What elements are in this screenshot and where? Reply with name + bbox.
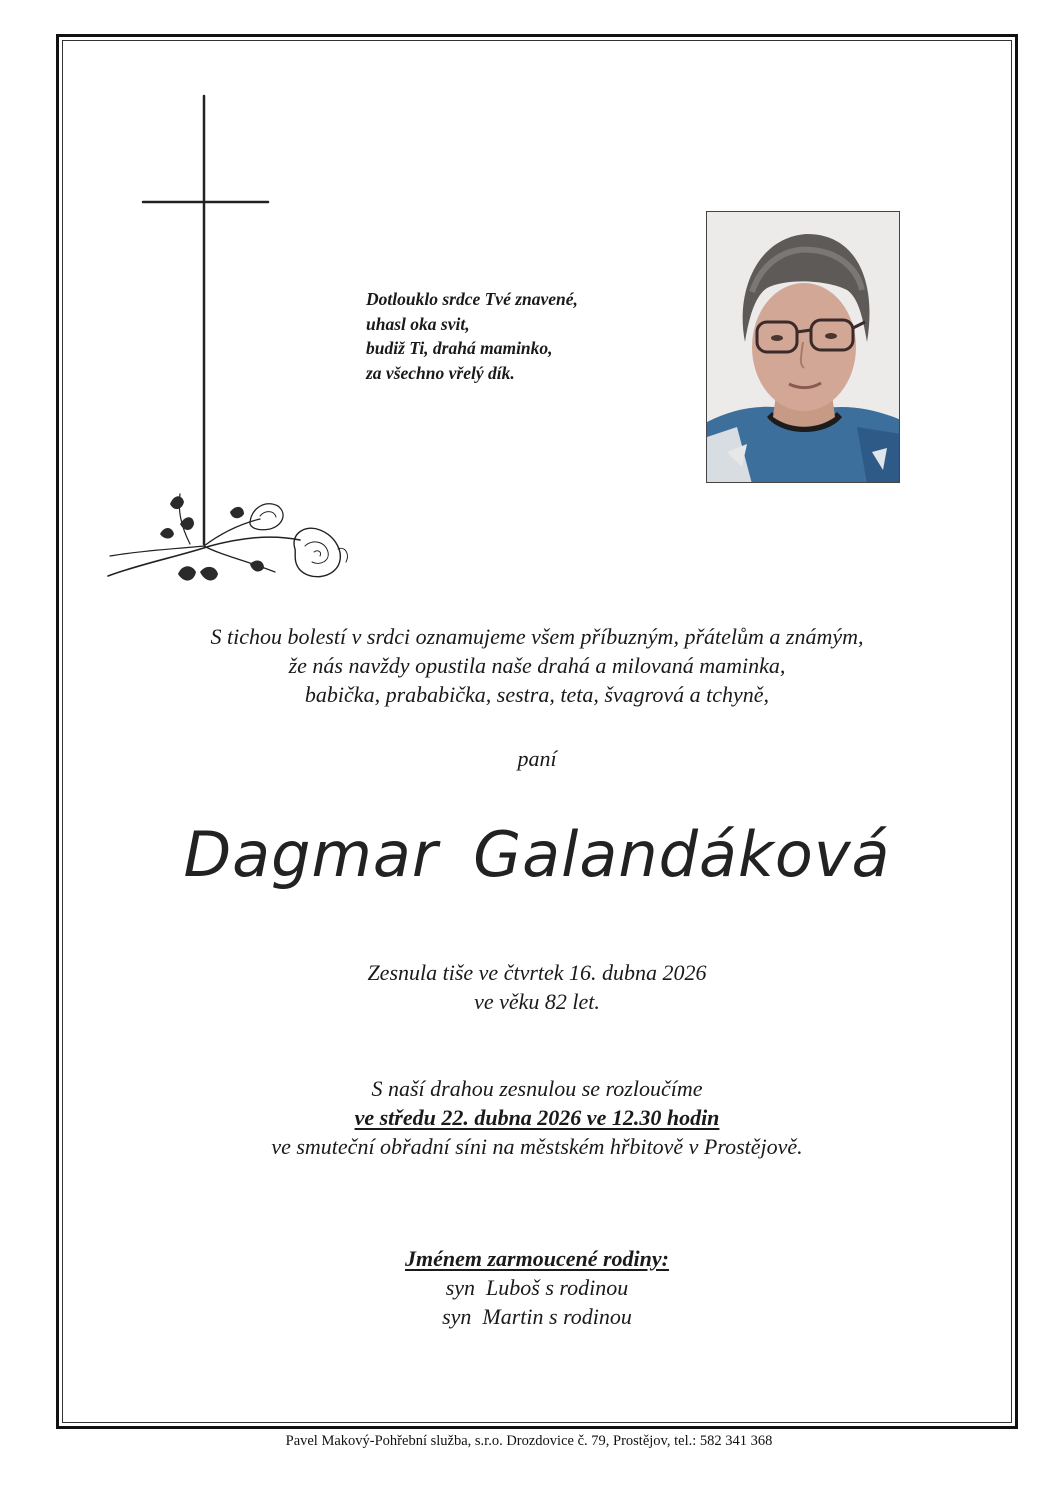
funeral-datetime: ve středu 22. dubna 2026 ve 12.30 hodin — [354, 1105, 720, 1130]
family-heading: Jménem zarmoucené rodiny: — [405, 1246, 669, 1271]
announcement-line: S tichou bolestí v srdci oznamujeme všem příbuzným, přátelům a známým, — [210, 624, 864, 649]
announcement-line: že nás navždy opustila naše drahá a milovaná maminka, — [288, 653, 786, 678]
poem-line: budiž Ti, drahá maminko, — [366, 338, 553, 358]
poem-line: za všechno vřelý dík. — [366, 362, 515, 383]
deceased-name: Dagmar Galandáková — [183, 818, 891, 891]
family-member: syn Luboš s rodinou — [445, 1275, 629, 1300]
announcement — [62, 622, 1012, 709]
announcement-line: babička, prababička, sestra, teta, švagrová a tchyně, — [304, 682, 770, 707]
poem-line: uhasl oka svit, — [366, 313, 470, 334]
portrait-photo — [706, 211, 900, 483]
funeral-line: S naší drahou zesnulou se rozloučíme — [371, 1076, 703, 1101]
family — [62, 1244, 1012, 1331]
death-info — [62, 958, 1012, 1016]
death-line: Zesnula tiše ve čtvrtek 16. dubna 2026 — [367, 960, 707, 985]
family-member: syn Martin s rodinou — [442, 1304, 632, 1329]
cross-with-roses-icon — [100, 94, 360, 604]
funeral-info — [62, 1074, 1012, 1161]
footer: Pavel Makový-Pohřební služba, s.r.o. Drozdovice č. 79, Prostějov, tel.: 582 341 368 — [285, 1433, 773, 1449]
poem-line: Dotlouklo srdce Tvé znavené, — [366, 289, 578, 309]
portrait-illustration — [707, 212, 900, 483]
poem — [366, 287, 578, 385]
death-line: ve věku 82 let. — [474, 989, 600, 1014]
funeral-line: ve smuteční obřadní síni na městském hřbitově v Prostějově. — [271, 1134, 803, 1159]
salutation: paní — [517, 746, 557, 771]
